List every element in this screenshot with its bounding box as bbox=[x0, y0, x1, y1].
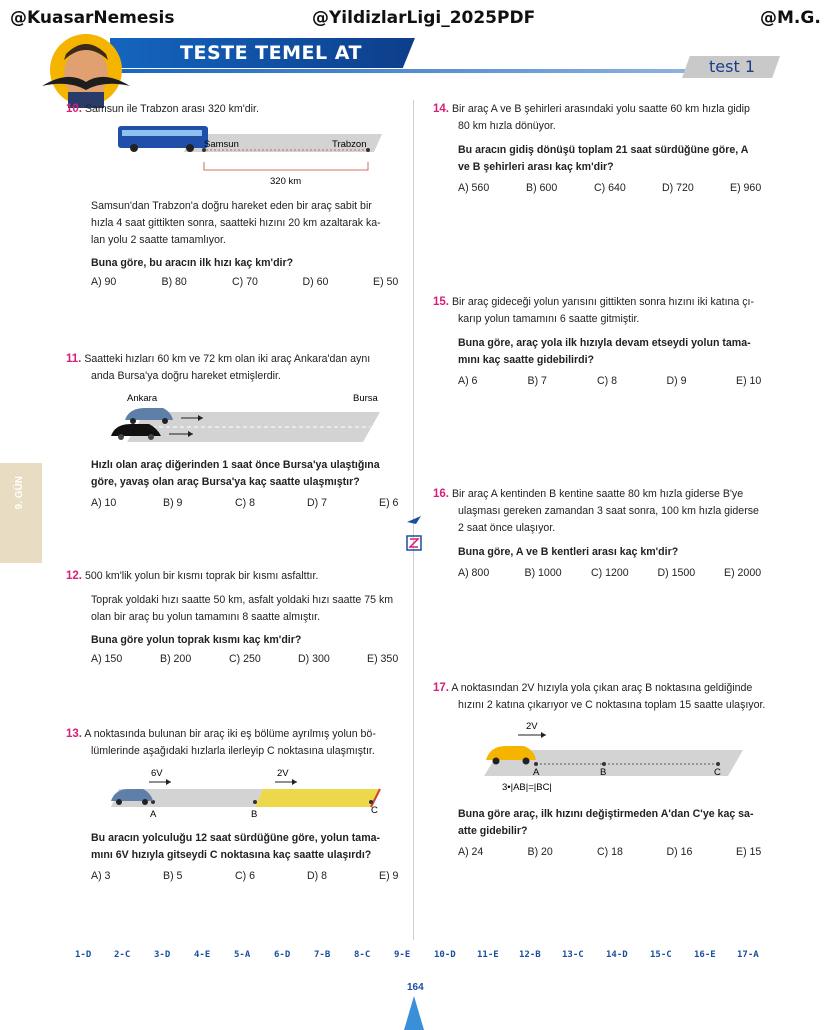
answer-key-item: 17-A bbox=[737, 950, 759, 960]
q13-body bbox=[91, 830, 401, 885]
q10-ask: Buna göre, bu aracın ilk hızı kaç km'dir? bbox=[91, 257, 294, 269]
q17-label-b: B bbox=[600, 767, 607, 778]
q17-line2: hızını 2 katına çıkarıyor ve C noktasına toplam 15 saatte ulaşıyor. bbox=[458, 699, 766, 711]
test-label: test 1 bbox=[709, 57, 755, 76]
question-14 bbox=[433, 101, 768, 135]
q14-options bbox=[458, 180, 764, 197]
page-number: 164 bbox=[407, 982, 424, 993]
q14-body bbox=[458, 142, 764, 197]
q17-velocity: 2V bbox=[526, 721, 538, 732]
watermark-left: @KuasarNemesis bbox=[10, 8, 175, 28]
q14-number: 14. bbox=[433, 103, 449, 115]
q13-ask2: mını 6V hızıyla gitseydi C noktasına kaç saatte ulaşırdı? bbox=[91, 849, 372, 861]
option[interactable]: B) 5 bbox=[163, 870, 183, 882]
answer-key-item: 1-D bbox=[75, 950, 92, 960]
q14-line1: Bir araç A ve B şehirleri arasındaki yolu saatte 60 km hızla gidip bbox=[451, 103, 750, 115]
q13-line2: lümlerinde aşağıdaki hızlarla ilerleyip C noktasına ulaşmıştır. bbox=[91, 745, 375, 757]
page-marker-icon bbox=[404, 996, 424, 1030]
q16-body bbox=[458, 544, 764, 582]
option[interactable]: B) 80 bbox=[161, 276, 187, 288]
q12-line2: Toprak yoldaki hızı saatte 50 km, asfalt yoldaki hızı saatte 75 km bbox=[91, 594, 394, 606]
q14-line2: 80 km hızla dönüyor. bbox=[458, 120, 556, 132]
option[interactable]: A) 560 bbox=[458, 182, 490, 194]
answer-key-item: 3-D bbox=[154, 950, 171, 960]
q10-p3: lan yolu 2 saatte tamamlıyor. bbox=[91, 234, 226, 246]
q12-line1: 500 km'lik yolun bir kısmı toprak bir kısmı asfalttır. bbox=[84, 570, 319, 582]
option[interactable]: C) 8 bbox=[597, 375, 618, 387]
q10-distance: 320 km bbox=[270, 176, 302, 187]
answer-key-item: 9-E bbox=[394, 950, 411, 960]
q17-number: 17. bbox=[433, 682, 449, 694]
q17-label-a: A bbox=[533, 767, 540, 778]
option[interactable]: D) 9 bbox=[666, 375, 687, 387]
q17-ask2: atte gidebilir? bbox=[458, 825, 528, 837]
q11-number: 11. bbox=[66, 353, 82, 365]
question-15 bbox=[433, 294, 768, 328]
option[interactable]: D) 720 bbox=[662, 182, 694, 194]
option[interactable]: E) 960 bbox=[730, 182, 762, 194]
answer-key-item: 8-C bbox=[354, 950, 371, 960]
option[interactable]: B) 20 bbox=[527, 846, 553, 858]
q10-options bbox=[91, 274, 401, 291]
q16-number: 16. bbox=[433, 488, 449, 500]
option[interactable]: A) 24 bbox=[458, 846, 484, 858]
option[interactable]: C) 8 bbox=[235, 497, 256, 509]
option[interactable]: E) 9 bbox=[379, 870, 399, 882]
answer-key-item: 10-D bbox=[434, 950, 456, 960]
header-title: TESTE TEMEL AT bbox=[180, 42, 362, 64]
q17-options bbox=[458, 844, 764, 861]
answer-key-item: 4-E bbox=[194, 950, 211, 960]
option[interactable]: B) 200 bbox=[160, 653, 192, 665]
q12-line3: olan bir araç bu yolun tamamını 8 saatte almıştır. bbox=[91, 611, 321, 623]
option[interactable]: E) 50 bbox=[373, 276, 399, 288]
q10-label-a: Samsun bbox=[204, 139, 239, 150]
answer-key-item: 13-C bbox=[562, 950, 584, 960]
q13-ask1: Bu aracın yolculuğu 12 saat sürdüğüne göre, yolun tama- bbox=[91, 832, 381, 844]
option[interactable]: C) 6 bbox=[235, 870, 256, 882]
q15-number: 15. bbox=[433, 296, 449, 308]
option[interactable]: B) 7 bbox=[527, 375, 547, 387]
option[interactable]: A) 6 bbox=[458, 375, 478, 387]
q13-options bbox=[91, 868, 401, 885]
q14-ask1: Bu aracın gidiş dönüşü toplam 21 saat sürdüğüne göre, A bbox=[458, 144, 749, 156]
option[interactable]: D) 16 bbox=[666, 846, 693, 858]
q11-label-b: Bursa bbox=[353, 393, 378, 404]
answer-key-item: 2-C bbox=[114, 950, 131, 960]
option[interactable]: E) 10 bbox=[736, 375, 762, 387]
q13-line1: A noktasında bulunan bir araç iki eş bölüme ayrılmış yolun bö- bbox=[84, 728, 376, 740]
q16-line1: Bir araç A kentinden B kentine saatte 80 km hızla giderse B'ye bbox=[451, 488, 744, 500]
q12-ask: Buna göre yolun toprak kısmı kaç km'dir? bbox=[91, 634, 302, 646]
q12-number: 12. bbox=[66, 570, 82, 582]
q10-label-b: Trabzon bbox=[332, 139, 367, 150]
q13-label-a: A bbox=[150, 809, 157, 820]
q11-body bbox=[91, 457, 401, 512]
q15-ask2: mını kaç saatte gidebilirdi? bbox=[458, 354, 594, 366]
q10-p2: hızla 4 saat gittikten sonra, saatteki hızını 20 km azaltarak ka- bbox=[91, 217, 381, 229]
option[interactable]: B) 600 bbox=[526, 182, 558, 194]
answer-key-item: 15-C bbox=[650, 950, 672, 960]
q15-ask1: Buna göre, araç yola ilk hızıyla devam etseydi yolun tama- bbox=[458, 337, 751, 349]
question-10 bbox=[66, 101, 401, 118]
option[interactable]: A) 10 bbox=[91, 497, 117, 509]
answer-key-item: 11-E bbox=[477, 950, 499, 960]
q10-figure bbox=[112, 122, 402, 192]
q10-line1: Samsun ile Trabzon arası 320 km'dir. bbox=[84, 103, 259, 115]
logo-icon bbox=[404, 512, 424, 552]
q10-body bbox=[91, 198, 401, 291]
q15-line2: karıp yolun tamamını 6 saatte gitmiştir. bbox=[458, 313, 640, 325]
q17-line1: A noktasından 2V hızıyla yola çıkan araç B noktasına geldiğinde bbox=[451, 682, 753, 694]
option[interactable]: D) 1500 bbox=[657, 567, 696, 579]
option[interactable]: E) 6 bbox=[379, 497, 399, 509]
question-12 bbox=[66, 568, 401, 585]
q11-options bbox=[91, 495, 401, 512]
option[interactable]: C) 640 bbox=[594, 182, 626, 194]
q13-v1: 6V bbox=[151, 768, 163, 779]
option[interactable]: B) 9 bbox=[163, 497, 183, 509]
option[interactable]: A) 3 bbox=[91, 870, 111, 882]
option[interactable]: D) 7 bbox=[307, 497, 328, 509]
q16-options bbox=[458, 565, 764, 582]
q16-ask: Buna göre, A ve B kentleri arası kaç km'dir? bbox=[458, 546, 679, 558]
option[interactable]: E) 2000 bbox=[724, 567, 762, 579]
question-16 bbox=[433, 486, 768, 537]
option[interactable]: A) 800 bbox=[458, 567, 490, 579]
q11-ask1: Hızlı olan araç diğerinden 1 saat önce Bursa'ya ulaştığına bbox=[91, 459, 380, 471]
q11-line2: anda Bursa'ya doğru hareket etmişlerdir. bbox=[91, 370, 281, 382]
q11-label-a: Ankara bbox=[127, 393, 158, 404]
answer-key-item: 12-B bbox=[519, 950, 541, 960]
q11-figure bbox=[105, 390, 395, 450]
option[interactable]: B) 1000 bbox=[524, 567, 562, 579]
option[interactable]: A) 90 bbox=[91, 276, 117, 288]
q11-line1: Saatteki hızları 60 km ve 72 km olan iki araç Ankara'dan aynı bbox=[84, 353, 371, 365]
answer-key-item: 6-D bbox=[274, 950, 291, 960]
q12-body bbox=[91, 592, 401, 668]
answer-key-item: 14-D bbox=[606, 950, 628, 960]
question-11 bbox=[66, 351, 401, 385]
q15-body bbox=[458, 335, 764, 390]
header-underline bbox=[110, 69, 700, 73]
q12-options bbox=[91, 651, 401, 668]
q13-label-c: C bbox=[371, 805, 378, 816]
option[interactable]: C) 70 bbox=[232, 276, 258, 288]
watermark-right: @M.G. bbox=[760, 8, 821, 28]
q17-ask1: Buna göre araç, ilk hızını değiştirmeden A'dan C'ye kaç sa- bbox=[458, 808, 754, 820]
option[interactable]: E) 350 bbox=[367, 653, 399, 665]
q13-v2: 2V bbox=[277, 768, 289, 779]
q17-label-c: C bbox=[714, 767, 721, 778]
q17-relation: 3•|AB|=|BC| bbox=[502, 782, 552, 793]
answer-key-item: 7-B bbox=[314, 950, 331, 960]
q10-number: 10. bbox=[66, 103, 82, 115]
q17-body bbox=[458, 806, 764, 861]
q15-options bbox=[458, 373, 764, 390]
q17-figure bbox=[478, 718, 758, 796]
answer-key-item: 16-E bbox=[694, 950, 716, 960]
option[interactable]: A) 150 bbox=[91, 653, 123, 665]
option[interactable]: C) 1200 bbox=[591, 567, 629, 579]
q13-figure bbox=[105, 765, 395, 823]
watermark-center: @YildizlarLigi_2025PDF bbox=[312, 8, 536, 28]
q15-line1: Bir araç gideceği yolun yarısını gittikten sonra hızını iki katına çı- bbox=[451, 296, 755, 308]
answer-key-item: 5-A bbox=[234, 950, 251, 960]
q13-label-b: B bbox=[251, 809, 258, 820]
q14-ask2: ve B şehirleri arası kaç km'dir? bbox=[458, 161, 614, 173]
question-13 bbox=[66, 726, 401, 760]
mascot-icon bbox=[38, 30, 134, 108]
q16-line3: 2 saat önce ulaşıyor. bbox=[458, 522, 556, 534]
option[interactable]: D) 60 bbox=[302, 276, 329, 288]
side-day-label: 9. GÜN bbox=[14, 476, 25, 510]
option[interactable]: E) 15 bbox=[736, 846, 762, 858]
option[interactable]: C) 250 bbox=[229, 653, 261, 665]
q11-ask2: göre, yavaş olan araç Bursa'ya kaç saatte ulaşmıştır? bbox=[91, 476, 360, 488]
q10-p1: Samsun'dan Trabzon'a doğru hareket eden bir araç sabit bir bbox=[91, 200, 372, 212]
q13-number: 13. bbox=[66, 728, 82, 740]
option[interactable]: D) 8 bbox=[307, 870, 328, 882]
q16-line2: ulaşması gereken zamandan 3 saat sonra, 100 km hızla giderse bbox=[458, 505, 759, 517]
question-17 bbox=[433, 680, 773, 714]
option[interactable]: D) 300 bbox=[298, 653, 330, 665]
option[interactable]: C) 18 bbox=[597, 846, 623, 858]
